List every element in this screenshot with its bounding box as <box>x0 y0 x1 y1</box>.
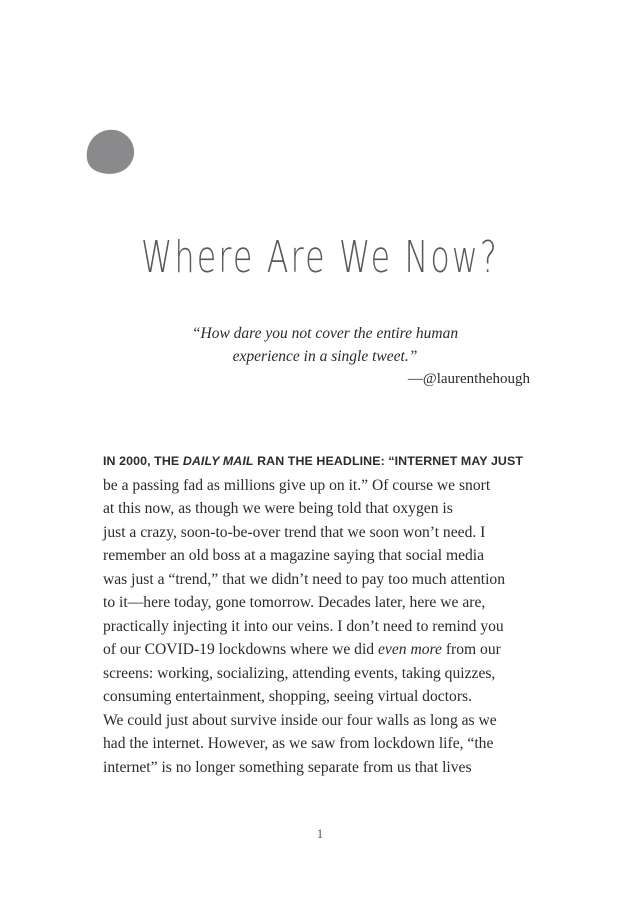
lead-line <box>103 450 540 474</box>
body-line-9-emphasis: even more <box>378 641 442 658</box>
body-text <box>103 450 540 779</box>
lead-publication-name: DAILY MAIL <box>182 454 254 468</box>
decorative-blob <box>82 125 138 178</box>
body-line-10: screens: working, socializing, attending events, taking quizzes, <box>103 664 496 682</box>
epigraph-quote-line-1: “How dare you not cover the entire human <box>191 325 459 342</box>
body-line-3: at this now, as though we were being told that oxygen is <box>103 500 453 517</box>
epigraph-quote-line-2: experience in a single tweet.” <box>232 348 418 365</box>
epigraph-quote <box>120 322 530 368</box>
body-line-9 <box>103 638 540 662</box>
chapter-title: Where Are We Now? <box>141 232 499 283</box>
epigraph-attribution: —@laurenthehough <box>407 371 530 387</box>
body-line-13: had the internet. However, as we saw from lockdown life, “the <box>103 735 494 752</box>
body-line-14: internet” is no longer something separate from us that lives <box>103 758 472 776</box>
body-line-4: just a crazy, soon-to-be-over trend that we soon won’t need. I <box>103 523 486 541</box>
page-number: 1 <box>316 826 324 841</box>
body-line-8: practically injecting it into our veins. I don’t need to remind you <box>103 617 504 635</box>
lead-text-3: RAN THE HEADLINE: “INTERNET MAY JUST <box>253 454 524 468</box>
body-line-2: be a passing fad as millions give up on it.” Of course we snort <box>103 476 491 494</box>
body-line-11: consuming entertainment, shopping, seeing virtual doctors. <box>103 688 472 705</box>
body-line-6: was just a “trend,” that we didn’t need to pay too much attention <box>103 570 506 588</box>
lead-text-1: IN 2000, THE <box>103 454 183 468</box>
body-line-9-a: of our COVID-19 lockdowns where we did <box>103 641 378 658</box>
body-line-5: remember an old boss at a magazine saying that social media <box>103 547 485 564</box>
body-line-12: We could just about survive inside our four walls as long as we <box>103 711 497 729</box>
epigraph <box>120 322 530 390</box>
body-line-7: to it—here today, gone tomorrow. Decades later, here we are, <box>103 594 486 611</box>
body-line-9-c: from our <box>441 641 501 658</box>
